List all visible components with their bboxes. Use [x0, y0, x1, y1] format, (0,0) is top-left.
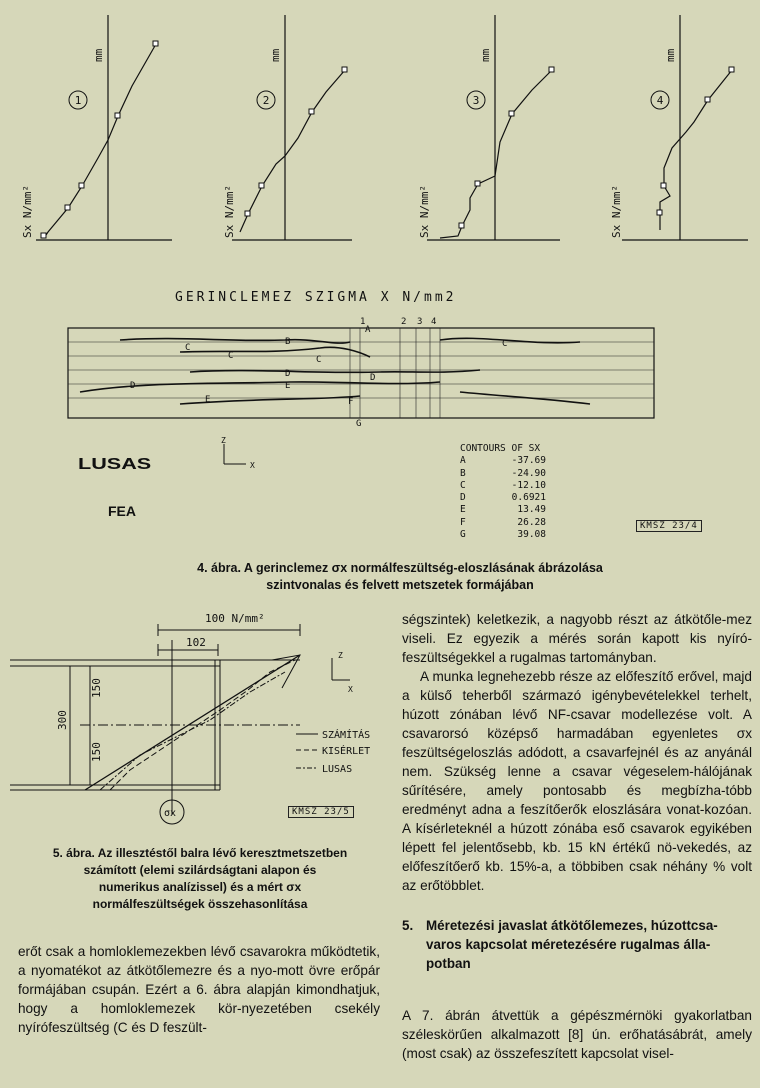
dim-102: 102 — [186, 636, 206, 649]
graph-unit-1: mm — [92, 48, 105, 62]
graph-number-4: 4 — [656, 94, 664, 107]
left-column-text — [18, 942, 380, 1037]
graph-ylabel-4: Sx N/mm² — [610, 185, 623, 238]
contour-plot — [60, 312, 660, 432]
region-label-e1: E — [205, 395, 211, 405]
section-graphs — [0, 0, 760, 275]
lusas-logo: LUSAS — [78, 456, 152, 473]
section-mark-1: 1 — [360, 317, 366, 327]
legend-kiserlet: KISÉRLET — [322, 746, 371, 757]
region-label-c1: C — [185, 343, 191, 353]
contour-key: F — [460, 516, 466, 528]
axis-z-fig5: Z — [338, 651, 343, 660]
legend-szamitas: SZÁMÍTÁS — [322, 730, 371, 741]
contour-value: -12.10 — [511, 479, 546, 491]
contour-value: 0.6921 — [511, 492, 546, 504]
region-label-d3: D — [370, 373, 376, 383]
left-paragraph: erőt csak a homloklemezekben lévő csavarokra működtetik, a nyomatékot az átkötőlemezre és a nyo-mott övre erőpár formájában csupán. Ezért a 6. ábra alapján kimondhatjuk, hogy a homloklemezek kör-nyezetében csekély nyírófeszültség (C és D feszült- — [18, 944, 380, 1035]
sigma-x-label: σx — [164, 808, 177, 819]
contour-key: E — [460, 504, 466, 516]
graph-ylabel-1: Sx N/mm² — [21, 185, 34, 238]
region-label-c4: C — [502, 339, 508, 349]
fea-label: FEA — [108, 503, 136, 519]
axis-triad-fig4 — [214, 436, 264, 476]
region-label-f: F — [348, 397, 354, 407]
region-label-c2: C — [228, 351, 234, 361]
graph-unit-2: mm — [269, 48, 282, 62]
contour-value: 13.49 — [517, 504, 546, 516]
contours-title: CONTOURS OF SX — [460, 443, 541, 454]
fig5-tag: KMSZ 23/5 — [288, 806, 354, 818]
region-label-b: B — [285, 337, 291, 347]
fig5-caption-line4: normálfeszültségek összehasonlítása — [92, 897, 308, 911]
contour-key: D — [460, 492, 466, 504]
region-label-e2: E — [285, 381, 291, 391]
graph-number-2: 2 — [262, 94, 270, 107]
dim-150a: 150 — [90, 678, 103, 698]
legend-lusas: LUSAS — [322, 764, 353, 775]
contour-value: -24.90 — [511, 467, 546, 479]
contours-legend — [460, 443, 546, 541]
axis-z-fig4: Z — [221, 436, 226, 445]
contour-value: 39.08 — [517, 529, 546, 541]
contour-value: -37.69 — [511, 455, 546, 467]
dim-300: 300 — [56, 710, 69, 730]
right-paragraph-1: ségszintek) keletkezik, a nagyobb részt az átkötőle-mez viseli. Ez egyezik a mérés során kapott kis nyíró-feszültségekkel a rugalmas tartományban. — [402, 612, 752, 665]
region-label-d2: D — [285, 369, 291, 379]
contour-key: G — [460, 529, 466, 541]
contour-key: A — [460, 455, 466, 467]
fig4-caption-line1: 4. ábra. A gerinclemez σx normálfeszültség-eloszlásának ábrázolása — [197, 561, 603, 575]
region-label-g: G — [356, 419, 362, 429]
fig5-diagram — [0, 600, 390, 830]
dim-150b: 150 — [90, 742, 103, 762]
graph-ylabel-3: Sx N/mm² — [418, 185, 431, 238]
fig5-caption — [20, 845, 380, 913]
right-paragraph-2: A munka legnehezebb része az előfeszítő erővel, majd a külső teherből származó igénybevételekkel terhelt, húzott zónában lévő NF-csavar modellezése volt. A csavarorsó középső harmadában egyenletes σx feszültségeloszlás adódott, a csavarfejnél és az anyánál nem. Szükség lenne a csavar végeselem-hálójának sűrítésére, amely pontosabb és megbízha-tóbb eredményt adna a feszítőerők eloszlására vonat-kozóan. A kísérleteknél a húzott zónába eső csavarok egyikében lépett fel jelentősebb, kb. 15 kN értékű nö-vekedés, az előfeszítőerő kb. 15%-a, a többiben csak néhány % volt az erőtöbblet. — [402, 669, 752, 893]
section-mark-2: 2 — [401, 317, 407, 327]
right-paragraph-3: A 7. ábrán átvettük a gépészmérnöki gyakorlatban széleskörűen alkalmazott [8] ún. erőhatásábrát, amely (most csak) az összefeszített kapcsolat visel- — [402, 1008, 752, 1061]
graph-number-1: 1 — [74, 94, 82, 107]
section-mark-3: 3 — [417, 317, 423, 327]
section-mark-4: 4 — [431, 317, 437, 327]
graph-unit-3: mm — [479, 48, 492, 62]
contour-key: B — [460, 467, 466, 479]
graph-ylabel-2: Sx N/mm² — [223, 185, 236, 238]
fig4-caption-line2: szintvonalas és felvett metszetek formájában — [266, 578, 534, 592]
right-column-text-2 — [402, 1006, 752, 1063]
dim-top: 100 N/mm² — [205, 612, 265, 625]
fig5-caption-line1: 5. ábra. Az illesztéstől balra lévő keresztmetszetben — [52, 846, 348, 860]
fig4-caption — [150, 560, 650, 594]
axis-x-fig4: X — [250, 461, 255, 470]
fig5-caption-line2: számított (elemi szilárdságtani alapon és — [83, 863, 317, 877]
graph-number-3: 3 — [472, 94, 480, 107]
contour-value: 26.28 — [517, 516, 546, 528]
section-heading — [402, 916, 752, 973]
fig5-caption-line3: numerikus analízissel) és a mért σx — [98, 880, 302, 894]
graph-unit-4: mm — [664, 48, 677, 62]
fig4-tag: KMSZ 23/4 — [636, 520, 702, 532]
section-heading-text: Méretezési javaslat átkötőlemezes, húzottcsa-varos kapcsolat méretezésére rugalmas álla-potban — [426, 918, 718, 971]
region-label-d1: D — [130, 381, 136, 391]
section-heading-number: 5. — [402, 918, 414, 933]
right-column-text — [402, 610, 752, 895]
region-label-c3: C — [316, 355, 322, 365]
contour-key: C — [460, 479, 466, 491]
axis-x-fig5: X — [348, 685, 353, 694]
point-label-a: A — [365, 325, 371, 335]
contour-plot-title: GERINCLEMEZ SZIGMA X N/mm2 — [175, 290, 457, 305]
